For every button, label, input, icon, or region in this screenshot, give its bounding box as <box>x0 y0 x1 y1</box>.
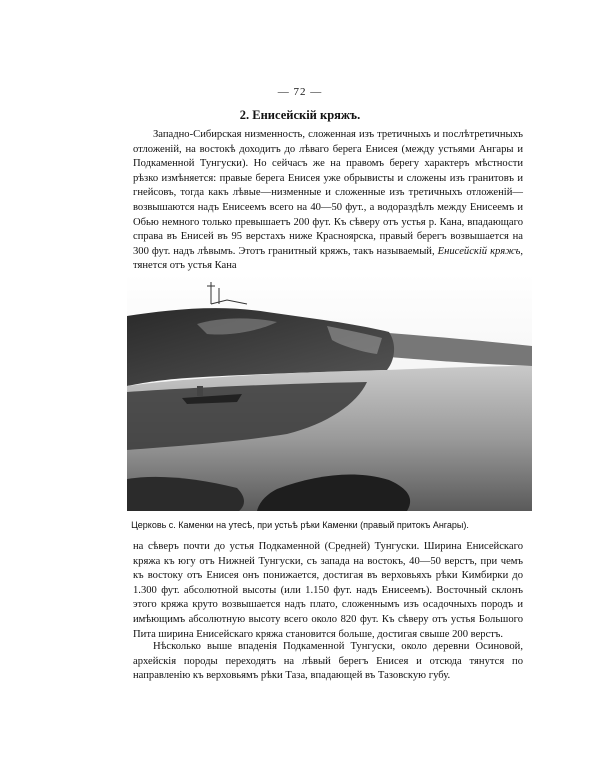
page-number: — 72 — <box>277 86 323 98</box>
section-title: 2. Енисейскій кряжъ. <box>239 108 361 122</box>
figure-caption: Церковь с. Каменки на утесѣ, при устьѣ рѣки Каменки (правый притокъ Ангары). <box>131 520 469 530</box>
paragraph-3 <box>133 640 523 684</box>
paragraph-1-tail: , тянется отъ устья Кана <box>133 245 523 272</box>
photo-illustration <box>127 274 532 511</box>
paragraph-2 <box>133 540 523 642</box>
paragraph-1 <box>133 128 523 274</box>
paragraph-3-text: Нѣсколько выше впаденія Подкаменной Тунгуски, около деревни Осиновой, архейскія породы переходятъ на лѣвый берегъ Енисея и отсюда тянутся по направленію къ верховьямъ рѣки Таза, впадающей въ Тазовскую губу. <box>133 641 523 682</box>
paragraph-1-text: Западно-Сибирская низменность, сложенная изъ третичныхъ и послѣтретичныхъ отложеній, на востокѣ доходитъ до лѣваго берега Енисея (между устьями Ангары и Подкаменной Тунгуски). Но сейчасъ же на правомъ берегу характеръ мѣстности рѣзко измѣняется: правые берега Енисея уже обрывисты и сложены изъ гранитовъ и гнейсовъ, тогда какъ лѣвые—низменные и сложенные изъ третичныхъ отложеній—возвышаются надъ Енисеемъ всего на 40—50 фут., а водораздѣлъ между Енисеемъ и Обью немного только превышаетъ 200 фут. Къ сѣверу отъ устья р. Кана, впадающаго справа въ Енисей въ 95 верстахъ ниже Красноярска, правый берегъ возвышается на 300 фут. надъ лѣвымъ. Этотъ гранитный кряжъ, такъ называемый, <box>133 129 523 257</box>
paragraph-1-italic-term: Енисейскій кряжъ <box>437 245 521 257</box>
landscape-photo <box>127 274 532 511</box>
paragraph-2-text: на сѣверъ почти до устья Подкаменной (Средней) Тунгуски. Ширина Енисейскаго кряжа къ югу отъ Нижней Тунгуски, съ запада на востокъ, 40—50 верстъ, при чемъ къ востоку отъ Енисея онъ понижается, достигая въ верховьяхъ рѣки Кимбирки до 1.300 фут. абсолютной высоты (или 1.150 фут. надъ Енисеемъ). Восточный склонъ этого кряжа круто возвышается надъ плато, сложеннымъ изъ осадочныхъ породъ и имѣющимъ абсолютную высоту всего около 820 фут. Къ сѣверу отъ устья Большого Пита ширина Енисейскаго кряжа становится больше, достигая свыше 200 верстъ. <box>133 541 523 640</box>
